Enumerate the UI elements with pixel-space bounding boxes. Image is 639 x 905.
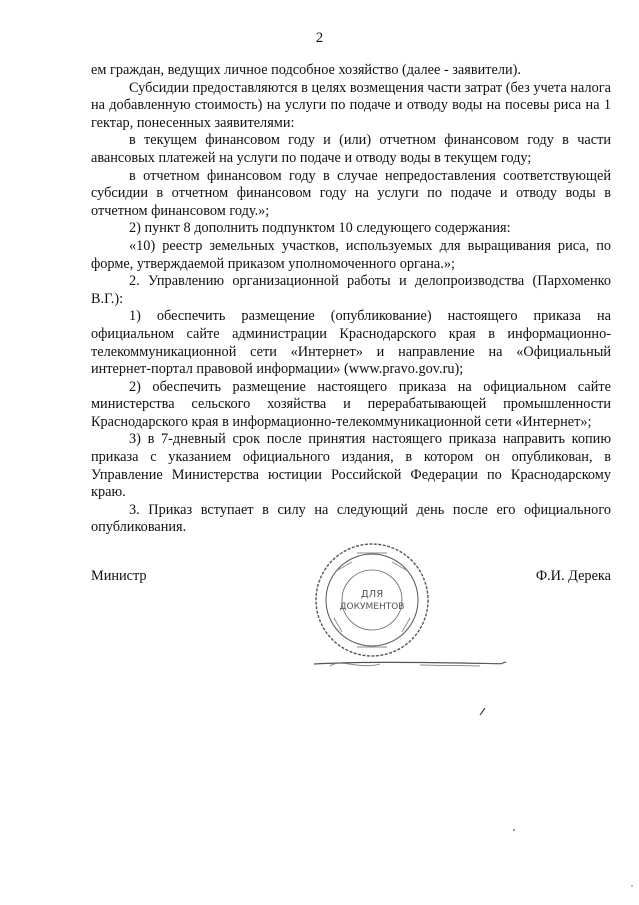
paragraph-6: «10) реестр земельных участков, используемых для выращивания риса, по форме, утверждаемой приказом уполномоченного органа.»; xyxy=(91,237,611,272)
paragraph-2: Субсидии предоставляются в целях возмещения части затрат (без учета налога на добавленную стоимость) на услуги по подаче и отводу воды на посевы риса на 1 гектар, понесенных заявителями: xyxy=(91,79,611,131)
handwritten-signature xyxy=(310,640,510,680)
paragraph-8: 1) обеспечить размещение (опубликование) настоящего приказа на официальном сайте администрации Краснодарского края в информационно-телекоммуникационной сети «Интернет» и направление на «Официальный интернет-портал правовой информации» (www.pravo.gov.ru); xyxy=(91,308,611,378)
signatory-position: Министр xyxy=(91,568,147,584)
page-number: 2 xyxy=(315,30,324,46)
stamp-text-line1: ДЛЯ xyxy=(360,589,384,600)
scan-speck xyxy=(512,828,516,832)
scan-speck xyxy=(478,705,488,717)
paragraph-7: 2. Управлению организационной работы и делопроизводства (Пархоменко В.Г.): xyxy=(91,273,611,307)
signatory-name: Ф.И. Дерека xyxy=(535,568,611,584)
scan-speck xyxy=(630,884,634,888)
paragraph-1: ем граждан, ведущих личное подсобное хозяйство (далее - заявители). xyxy=(91,62,521,78)
paragraph-4: в отчетном финансовом году в случае непредоставления соответствующей субсидии в отчетном финансовом году на услуги по подаче и отводу воды в отчетном финансовом году.»; xyxy=(91,167,611,219)
paragraph-11: 3. Приказ вступает в силу на следующий день после его официального опубликования. xyxy=(91,501,611,536)
paragraph-9: 2) обеспечить размещение настоящего приказа на официальном сайте министерства сельского хозяйства и перерабатывающей промышленности Краснодарского края в информационно-телекоммуникационной сети «Интернет»; xyxy=(91,378,611,430)
paragraph-3: в текущем финансовом году и (или) отчетном финансовом году в части авансовых платежей на услуги по подаче и отводу воды в текущем году; xyxy=(91,132,611,166)
paragraph-10: 3) в 7-дневный срок после принятия настоящего приказа направить копию приказа с указанием официального издания, в котором он опубликован, в Управление Министерства юстиции Российской Федерации по Краснодарскому краю. xyxy=(91,431,611,501)
paragraph-5: 2) пункт 8 дополнить подпунктом 10 следующего содержания: xyxy=(129,220,511,237)
stamp-text-line2: ДОКУМЕНТОВ xyxy=(339,602,405,612)
document-body xyxy=(91,62,611,537)
